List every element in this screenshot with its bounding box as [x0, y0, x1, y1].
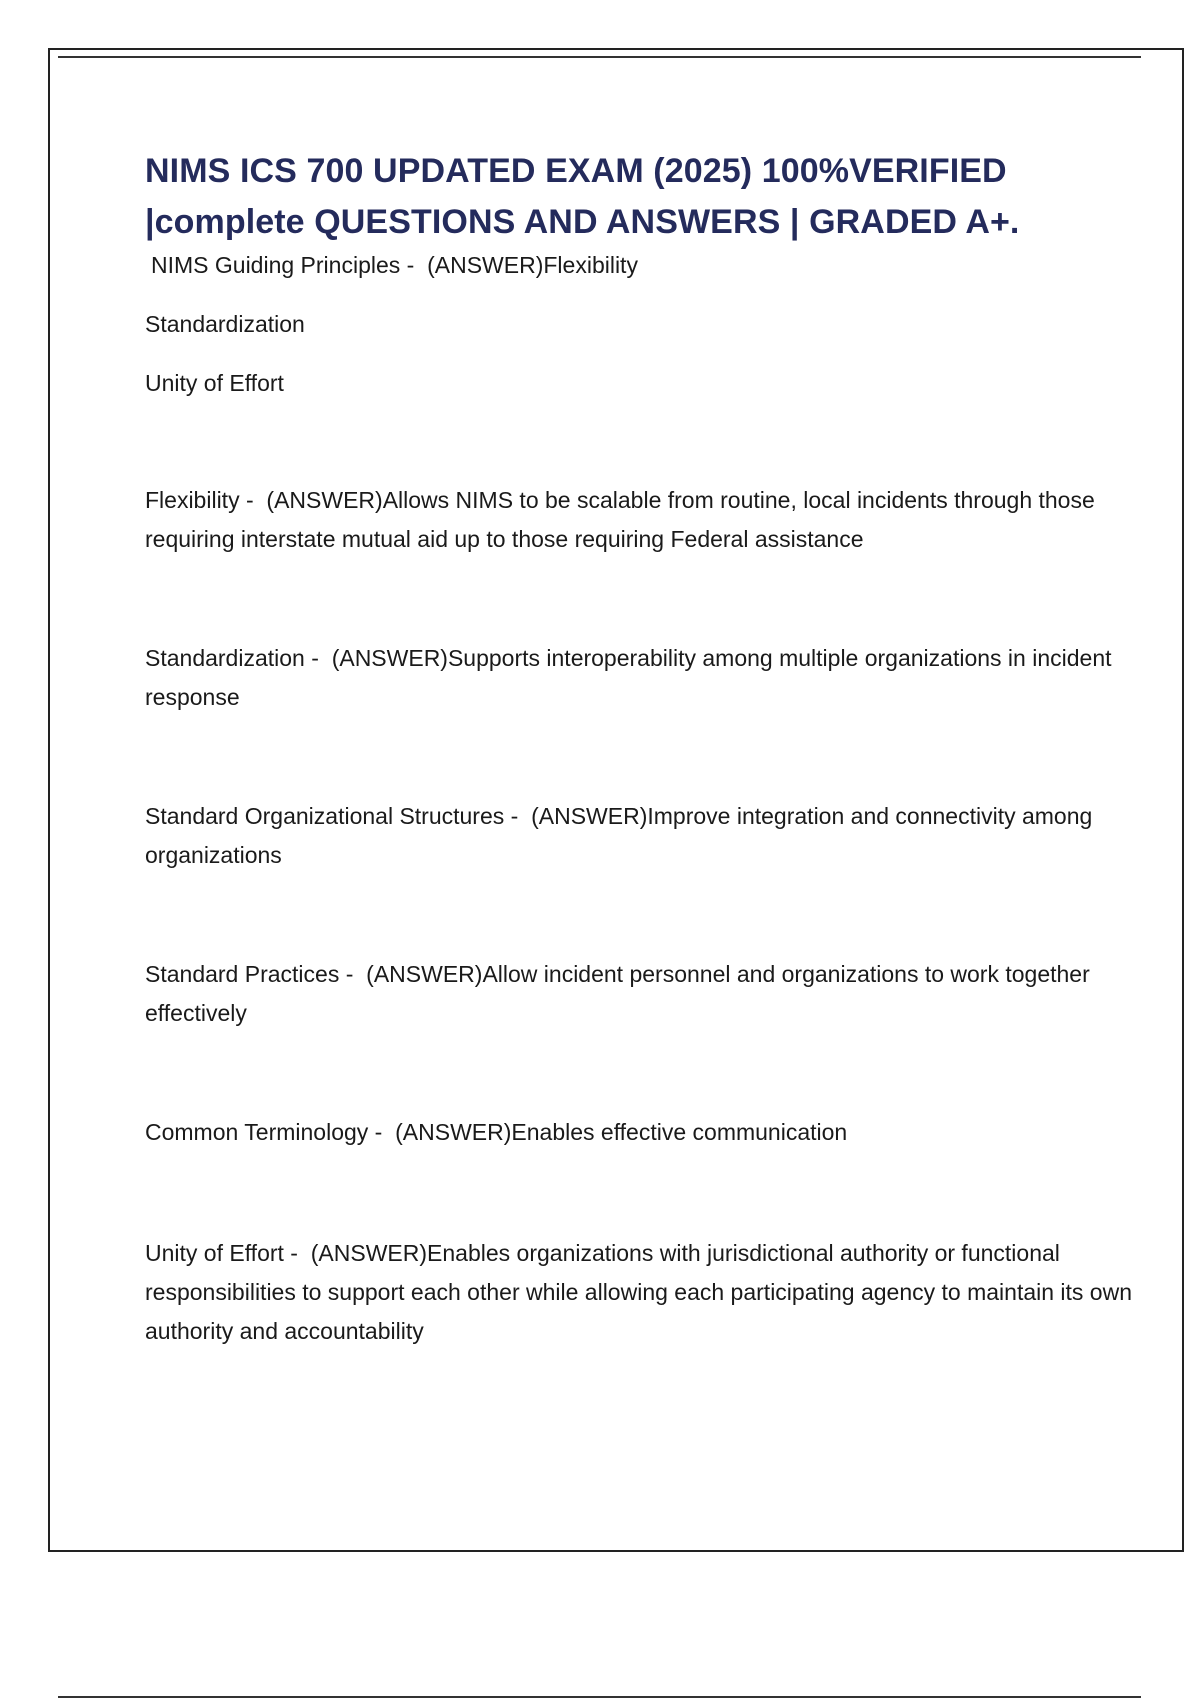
title-line-1: NIMS ICS 700 UPDATED EXAM (2025) 100%VERIFIED [145, 152, 1007, 190]
document-title [145, 146, 1145, 248]
qa-answer: (ANSWER)Flexibility [427, 252, 638, 278]
qa-entry-flexibility [145, 481, 1145, 559]
qa-answer: (ANSWER)Enables effective communication [395, 1119, 848, 1145]
qa-entry-unity-of-effort [145, 1234, 1145, 1351]
qa-term: Standard Organizational Structures [145, 803, 505, 829]
qa-answer: (ANSWER)Improve integration and connectivity among organizations [145, 803, 1093, 868]
title-line-2: |complete QUESTIONS AND ANSWERS | GRADED A+. [145, 203, 1020, 241]
qa-term: NIMS Guiding Principles [151, 252, 401, 278]
qa-answer: (ANSWER)Allows NIMS to be scalable from routine, local incidents through those requiring interstate mutual aid up to those requiring Federal assistance [145, 487, 1095, 552]
qa-separator: - [368, 1119, 396, 1145]
qa-entry-standardization [145, 639, 1145, 717]
qa-separator: - [304, 645, 332, 671]
qa-term: Common Terminology [145, 1119, 369, 1145]
qa-answer: (ANSWER)Supports interoperability among multiple organizations in incident response [145, 645, 1112, 710]
qa-term: Standard Practices [145, 961, 340, 987]
qa-entry-guiding-principles [151, 250, 1145, 280]
qa-term: Standardization [145, 645, 305, 671]
qa-separator: - [239, 487, 267, 513]
qa-answer: (ANSWER)Allow incident personnel and organizations to work together effectively [145, 961, 1090, 1026]
qa-separator: - [504, 803, 532, 829]
bottom-rule [58, 1696, 1141, 1698]
qa-entry-common-terminology [145, 1113, 1145, 1152]
document-body [145, 146, 1145, 1351]
qa-term: Unity of Effort [145, 1240, 284, 1266]
qa-entry-standard-practices [145, 955, 1145, 1033]
qa-term: Flexibility [145, 487, 240, 513]
qa-separator: - [283, 1240, 311, 1266]
qa-separator: - [339, 961, 367, 987]
qa-separator: - [400, 252, 428, 278]
qa-entry-standard-organizational-structures [145, 797, 1145, 875]
principle-unity-of-effort: Unity of Effort [145, 370, 284, 396]
principle-standardization: Standardization [145, 311, 305, 337]
qa-answer: (ANSWER)Enables organizations with jurisdictional authority or functional responsibilities to support each other while allowing each participating agency to maintain its own authority and accountability [145, 1240, 1133, 1344]
